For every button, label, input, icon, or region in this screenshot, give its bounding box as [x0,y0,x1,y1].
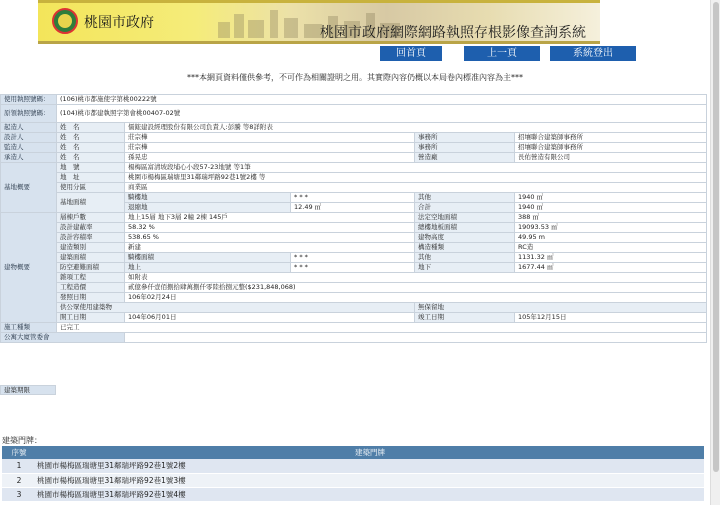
contractor-value: 孫晃忠 [125,153,415,163]
back-button[interactable]: 上一頁 [464,46,540,61]
door-address: 桃園市楊梅區瑞塘里31鄰瑞坪路92巷1號4樓 [36,487,704,501]
bldg-other-value: 1131.32 ㎡ [515,253,707,263]
use-permit-label: 使用執照號碼： [1,95,57,105]
construction-value: 已完工 [57,323,707,333]
site-total-value: 1940 ㎡ [515,203,707,213]
announcement-value [125,333,707,343]
home-button[interactable]: 回首頁 [380,46,442,61]
contractor-company-value: 長佑營造有限公司 [515,153,707,163]
cost-value: 貳億參仟壹佰捌拾肆萬捌仟零陸拾捌元整($231,848,068) [125,283,707,293]
issue-label: 發照日期 [57,293,125,303]
address-value: 桃園市楊梅區瑞塘里31鄰瑞坪路92巷1號2樓 等 [125,173,707,183]
doors-table [2,446,704,502]
setback-value: 12.49 ㎡ [291,203,415,213]
misc-label: 雜項工程 [57,273,125,283]
address-label: 地 址 [57,173,125,183]
floors-value: 地上15層 地下3層 2幢 2棟 145戶 [125,213,415,223]
arcade-value: * * * [291,193,415,203]
bldg-other-label: 其他 [415,253,515,263]
floor-area-value: 19093.53 ㎡ [515,223,707,233]
issue-value: 106年02月24日 [125,293,707,303]
shelter-label: 防空避難面積 [57,263,125,273]
cost-label: 工程造價 [57,283,125,293]
supervisor-value: 莊宗樺 [125,143,415,153]
banner-top-stripe [38,0,600,3]
gov-name: 桃園市政府 [84,15,154,31]
applicant-value: 儒鋐建設經理股份有限公司負責人:彭騰 等8詳附表 [125,123,707,133]
nonpublic-label: 無保留地 [415,303,707,313]
coverage-label: 設計建蔽率 [57,223,125,233]
designer-office-value: 招壤聯合建築師事務所 [515,133,707,143]
contractor-field: 姓 名 [57,153,125,163]
type-value: 新建 [125,243,415,253]
applicant-label: 起造人 [1,123,57,133]
header-banner [38,0,600,44]
lot-label: 地 號 [57,163,125,173]
table-row [2,459,704,473]
system-title: 桃園市政府網際網路執照存根影像查詢系統 [320,25,586,41]
below-value: 1677.44 ㎡ [515,263,707,273]
city-seal-logo [52,8,78,34]
build-permit-label: 原領執照號碼： [1,105,57,123]
period-start-value: 104年06月01日 [125,313,415,323]
lot-value: 楊梅區富清坡段埔心小段57-23地號 等1筆 [125,163,707,173]
site-area-label: 基地面積 [57,193,125,213]
site-other-label: 其他 [415,193,515,203]
designer-value: 莊宗樺 [125,133,415,143]
far-label: 設計容積率 [57,233,125,243]
applicant-field: 姓 名 [57,123,125,133]
use-permit-number: (106)桃市都施使字第桃00222號 [57,95,707,105]
vertical-scrollbar[interactable] [710,0,720,505]
type-label: 建造類別 [57,243,125,253]
period-start-label: 開工日期 [57,313,125,323]
below-label: 地下 [415,263,515,273]
arcade-label: 騎樓地 [125,193,291,203]
above-value: * * * [291,263,415,273]
site-section-label: 基地概要 [1,163,57,213]
designer-office-label: 事務所 [415,133,515,143]
bldg-arcade-label: 騎樓面積 [125,253,291,263]
door-no: 1 [2,459,36,473]
structure-label: 構造種類 [415,243,515,253]
legal-open-value: 388 ㎡ [515,213,707,223]
supervisor-field: 姓 名 [57,143,125,153]
far-value: 538.65 % [125,233,415,243]
zone-label: 使用分區 [57,183,125,193]
designer-label: 設計人 [1,133,57,143]
banner-bottom-stripe [38,41,600,44]
disclaimer-notice: ***本網頁資料僅供參考，不可作為相關證明之用。其實際內容仍概以本局卷內標准內容為主*** [187,73,523,82]
floor-area-label: 總樓地板面積 [415,223,515,233]
contractor-label: 承造人 [1,153,57,163]
supply-label: 供公眾使用建築物 [57,303,415,313]
door-address: 桃園市楊梅區瑞塘里31鄰瑞坪路92巷1號3樓 [36,473,704,487]
build-permit-number: (104)桃市都建執照字第會桃00407-02號 [57,105,707,123]
coverage-value: 58.32 % [125,223,415,233]
logout-button[interactable]: 系統登出 [550,46,636,61]
zone-value: 商業區 [125,183,707,193]
permit-info-table [0,94,707,343]
height-value: 49.95 m [515,233,707,243]
period-label: 建築期限 [0,385,56,395]
table-row [2,487,704,501]
height-label: 建物高度 [415,233,515,243]
period-end-label: 竣工日期 [415,313,515,323]
doors-col-no: 序號 [2,446,36,459]
door-address: 桃園市楊梅區瑞塘里31鄰瑞坪路92巷1號2樓 [36,459,704,473]
designer-field: 姓 名 [57,133,125,143]
bldg-arcade-value: * * * [291,253,415,263]
above-label: 地上 [125,263,291,273]
door-no: 2 [2,473,36,487]
supervisor-office-value: 招壤聯合建築師事務所 [515,143,707,153]
legal-open-label: 法定空地面積 [415,213,515,223]
supervisor-label: 監造人 [1,143,57,153]
misc-value: 如附表 [125,273,707,283]
doors-title: 建築門牌： [2,436,42,445]
supervisor-office-label: 事務所 [415,143,515,153]
period-end-value: 105年12月15日 [515,313,707,323]
construction-label: 施工種類 [1,323,57,333]
building-section-label: 建物概要 [1,213,57,323]
table-row [2,473,704,487]
contractor-company-label: 營造廠 [415,153,515,163]
bldg-area-label: 建築面積 [57,253,125,263]
door-no: 3 [2,487,36,501]
site-other-value: 1940 ㎡ [515,193,707,203]
scrollbar-thumb[interactable] [713,2,719,472]
setback-label: 退縮地 [125,203,291,213]
site-total-label: 合計 [415,203,515,213]
announcement-label: 公寓大廈管委會 [1,333,125,343]
doors-col-addr: 建築門牌 [36,446,704,459]
floors-label: 層棟戶數 [57,213,125,223]
structure-value: RC造 [515,243,707,253]
